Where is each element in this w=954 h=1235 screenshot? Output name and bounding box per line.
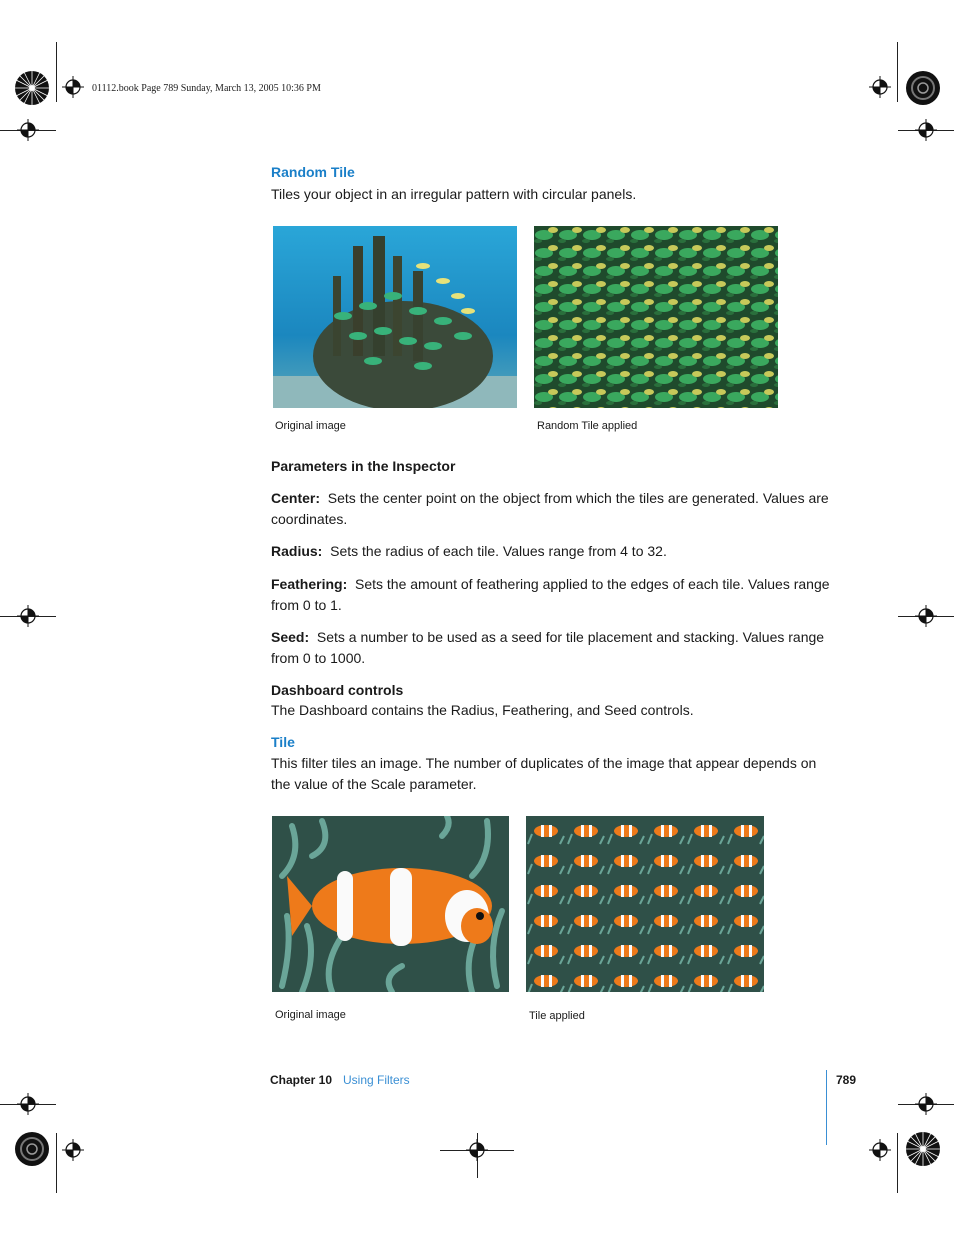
section-heading-tile: Tile <box>271 734 295 750</box>
print-slug: 01112.book Page 789 Sunday, March 13, 2005 10:36 PM <box>92 83 321 94</box>
dashboard-heading: Dashboard controls <box>271 682 404 698</box>
caption-tile-applied: Tile applied <box>529 1010 585 1022</box>
tile-applied-image <box>526 816 764 992</box>
caption-random-tile-applied: Random Tile applied <box>537 420 638 432</box>
param-text: Sets a number to be used as a seed for tile placement and stacking. Values range from 0 to 1000. <box>271 629 825 666</box>
param-label: Feathering: <box>271 576 348 592</box>
registration-starburst-icon <box>14 70 50 106</box>
footer-divider <box>826 1070 827 1145</box>
param-radius <box>271 541 831 562</box>
footer-chapter-label: Chapter 10 <box>270 1073 333 1087</box>
crosshair-icon <box>915 605 937 627</box>
random-tile-intro: Tiles your object in an irregular pattern with circular panels. <box>271 186 637 202</box>
tile-original-image <box>272 816 509 992</box>
crosshair-icon <box>62 1139 84 1161</box>
registration-starburst-icon <box>905 1131 941 1167</box>
crosshair-icon <box>466 1139 488 1161</box>
crosshair-icon <box>62 76 84 98</box>
param-text: Sets the amount of feathering applied to the edges of each tile. Values range from 0 to 1. <box>271 576 830 613</box>
param-text: Sets the radius of each tile. Values range from 4 to 32. <box>330 543 667 559</box>
param-seed <box>271 627 831 669</box>
crosshair-icon <box>17 1093 39 1115</box>
param-feathering <box>271 574 831 616</box>
crosshair-icon <box>17 605 39 627</box>
param-center <box>271 488 831 530</box>
random-tile-applied-image <box>534 226 778 408</box>
param-label: Seed: <box>271 629 310 645</box>
crop-line <box>897 42 898 102</box>
footer-chapter-title: Using Filters <box>343 1073 410 1087</box>
param-text: Sets the center point on the object from which the tiles are generated. Values are coordinates. <box>271 490 829 527</box>
crop-line <box>56 1133 57 1193</box>
crop-line <box>56 42 57 102</box>
caption-original-image: Original image <box>275 420 346 432</box>
caption-original-image: Original image <box>275 1009 346 1021</box>
random-tile-original-image <box>273 226 517 408</box>
registration-circle-icon <box>905 70 941 106</box>
tile-intro: This filter tiles an image. The number of duplicates of the image that appear depends on the value of the Scale parameter. <box>271 755 817 792</box>
section-heading-random-tile: Random Tile <box>271 164 355 180</box>
crosshair-icon <box>869 76 891 98</box>
dashboard-text: The Dashboard contains the Radius, Feathering, and Seed controls. <box>271 702 694 718</box>
crosshair-icon <box>915 1093 937 1115</box>
parameters-heading: Parameters in the Inspector <box>271 458 456 474</box>
crop-line <box>897 1133 898 1193</box>
crosshair-icon <box>869 1139 891 1161</box>
param-label: Center: <box>271 490 321 506</box>
page-number: 789 <box>836 1073 857 1087</box>
registration-circle-icon <box>14 1131 50 1167</box>
crosshair-icon <box>915 119 937 141</box>
crosshair-icon <box>17 119 39 141</box>
param-label: Radius: <box>271 543 323 559</box>
